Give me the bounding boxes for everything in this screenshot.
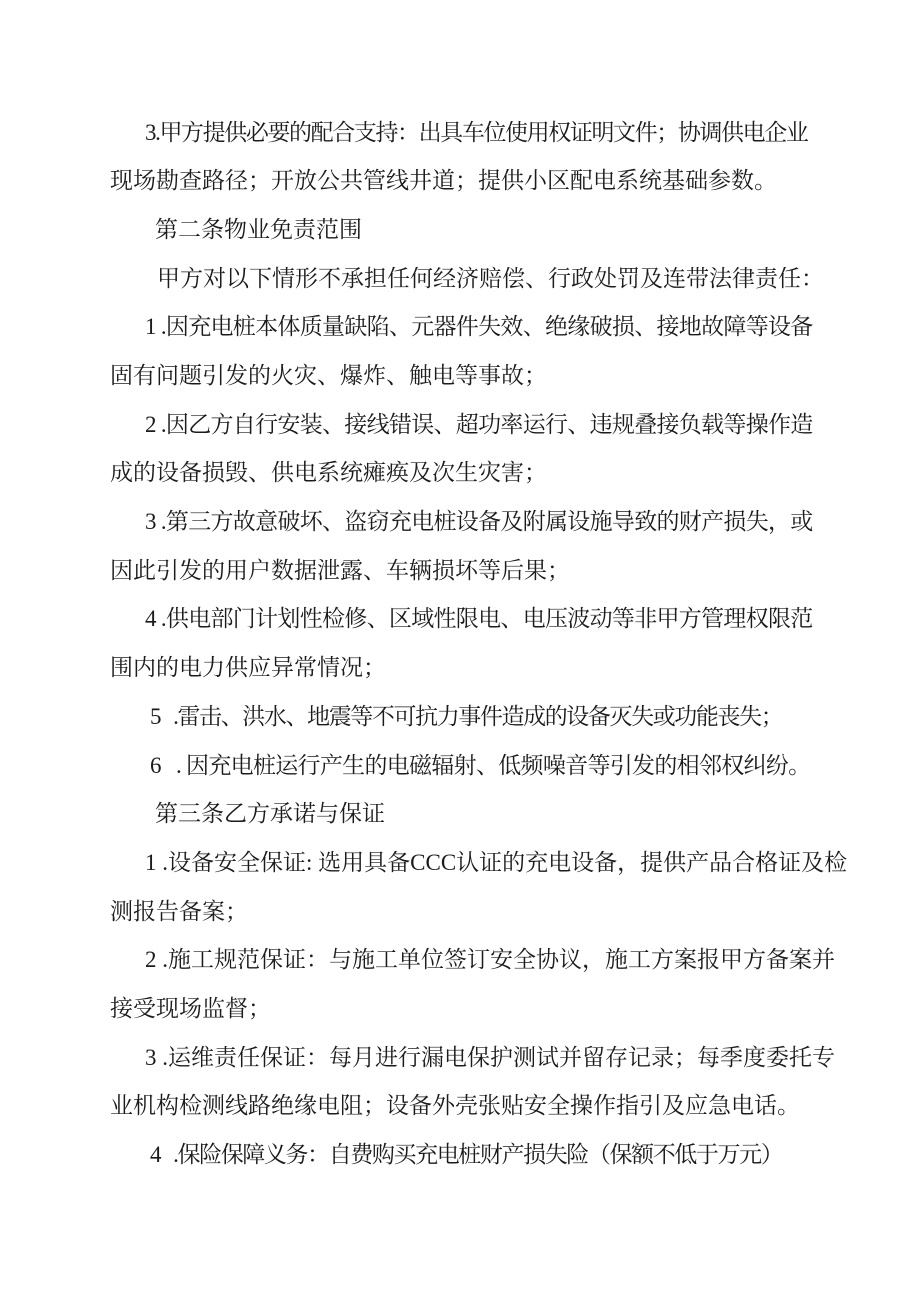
paragraph xyxy=(110,255,878,304)
paragraph xyxy=(110,498,878,595)
paragraph xyxy=(110,742,878,791)
text-line: 1 .因充电桩本体质量缺陷、元器件失效、绝缘破损、接地故障等设备 xyxy=(145,314,813,340)
text-line: 因此引发的用户数据泄露、车辆损坏等后果； xyxy=(110,557,570,583)
text-line: 围内的电力供应异常情况； xyxy=(110,655,386,681)
text-line: 3 .第三方故意破坏、盗窃充电桩设备及附属设施导致的财产损失，或 xyxy=(145,509,813,535)
text-line: 1 .设备安全保证: 选用具备CCC认证的充电设备，提供产品合格证及检 xyxy=(145,849,848,875)
text-line: 4 .保险保障义务：自费购买充电桩财产损失险（保额不低于万元） xyxy=(150,1142,783,1168)
paragraph xyxy=(110,401,878,498)
text-line: 固有问题引发的火灾、爆炸、触电等事故； xyxy=(110,363,547,389)
paragraph xyxy=(110,206,878,255)
text-line: 2 .施工规范保证：与施工单位签订安全协议，施工方案报甲方备案并 xyxy=(145,947,835,973)
text-line: 4 .供电部门计划性检修、区域性限电、电压波动等非甲方管理权限范 xyxy=(145,606,813,632)
paragraph xyxy=(110,1034,878,1131)
text-line: 成的设备损毁、供电系统瘫痪及次生灾害； xyxy=(110,460,547,486)
text-line: 3.甲方提供必要的配合支持：出具车位使用权证明文件；协调供电企业 xyxy=(145,119,808,145)
paragraph xyxy=(110,693,878,742)
text-line: 测报告备案； xyxy=(110,898,248,924)
document-text xyxy=(110,109,878,1180)
paragraph xyxy=(110,1131,878,1180)
text-line: 接受现场监督； xyxy=(110,995,271,1021)
text-line: 现场勘查路径；开放公共管线井道；提供小区配电系统基础参数。 xyxy=(110,168,777,194)
text-line: 第三条乙方承诺与保证 xyxy=(155,801,385,827)
paragraph xyxy=(110,936,878,1033)
text-line: 5 .雷击、洪水、地震等不可抗力事件造成的设备灭失或功能丧失； xyxy=(150,703,783,729)
text-line: 6 . 因充电桩运行产生的电磁辐射、低频噪音等引发的相邻权纠纷。 xyxy=(150,752,811,778)
text-line: 第二条物业免责范围 xyxy=(155,216,362,242)
paragraph xyxy=(110,839,878,936)
text-line: 甲方对以下情形不承担任何经济赔偿、行政处罚及连带法律责任： xyxy=(157,265,824,291)
text-line: 3 .运维责任保证：每月进行漏电保护测试并留存记录；每季度委托专 xyxy=(145,1044,835,1070)
text-line: 业机构检测线路绝缘电阻；设备外壳张贴安全操作指引及应急电话。 xyxy=(110,1093,800,1119)
paragraph xyxy=(110,109,878,206)
paragraph xyxy=(110,303,878,400)
paragraph xyxy=(110,595,878,692)
paragraph xyxy=(110,790,878,839)
text-line: 2 .因乙方自行安装、接线错误、超功率运行、违规叠接负载等操作造 xyxy=(145,411,813,437)
